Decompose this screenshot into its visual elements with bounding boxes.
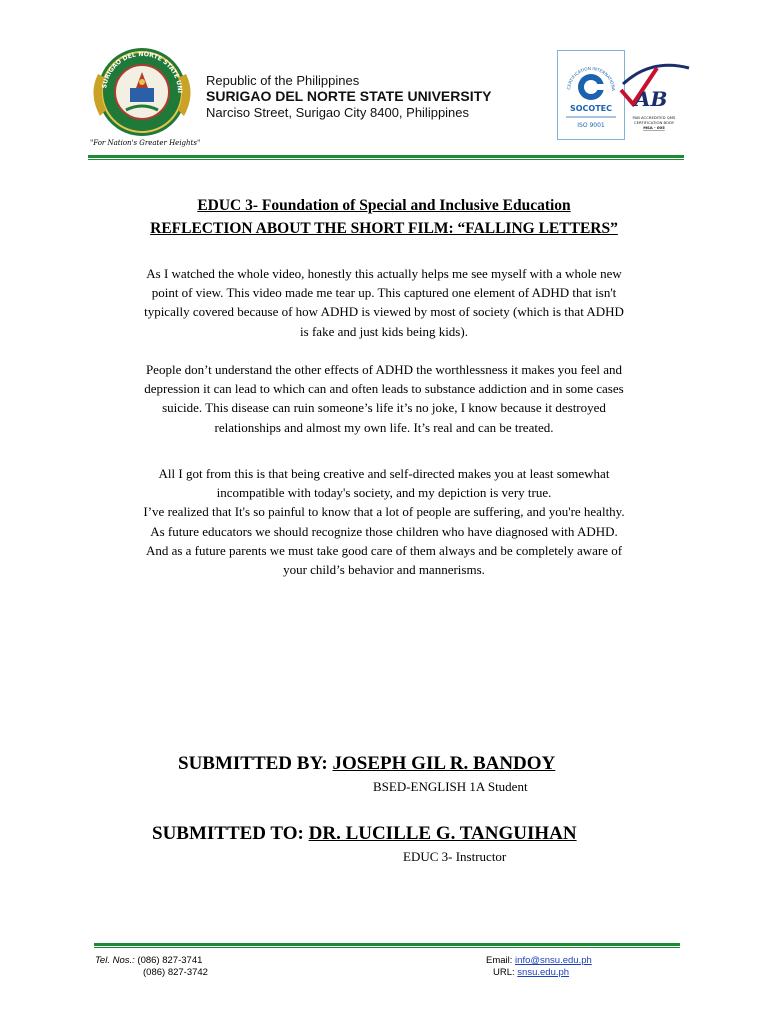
telephone-label: Tel. Nos.: (95, 955, 135, 966)
paragraph-line: is fake and just kids being kids). (300, 323, 468, 339)
university-header (206, 73, 491, 120)
submitted-by-label: SUBMITTED BY: (178, 753, 328, 774)
paragraph-line: point of view. This video made me tear up. This captured one element of ADHD that isn't (151, 285, 617, 301)
paragraph-line: People don’t understand the other effects of ADHD the worthlessness it makes you feel and (145, 362, 623, 377)
paragraph-line: relationships and almost my own life. It’s real and can be treated. (214, 419, 554, 435)
paragraph-line: incompatible with today's society, and my depiction is very true. (216, 485, 552, 501)
submitted-by (178, 753, 555, 775)
email-link[interactable]: info@snsu.edu.ph (515, 955, 592, 966)
url-line (493, 967, 569, 979)
paragraph-line: suicide. This disease can ruin someone’s life it’s no joke, I know because it destroyed (162, 400, 606, 416)
pab-accreditation-logo (617, 56, 691, 138)
seal-text: SURIGAO DEL NORTE STATE UNI (101, 50, 184, 94)
course-title: EDUC 3- Foundation of Special and Inclusive Education (197, 197, 571, 214)
socotec-brand: SOCOTEC (569, 104, 613, 113)
submitted-by-role: BSED-ENGLISH 1A Student (373, 779, 528, 794)
submitted-to-label: SUBMITTED TO: (152, 823, 304, 844)
paragraph-line: All I got from this is that being creative and self-directed makes you at least somewhat (158, 466, 610, 481)
footer-divider (94, 943, 680, 949)
university-address: Narciso Street, Surigao City 8400, Philippines (206, 105, 470, 120)
country-name: Republic of the Philippines (206, 73, 360, 88)
paragraph-line: I’ve realized that It's so painful to know that a lot of people are suffering, and you're healthy. (143, 504, 625, 520)
university-motto: "For Nation's Greater Heights" (90, 139, 201, 147)
telephone-line-1 (95, 955, 202, 967)
url-label: URL: (493, 967, 515, 978)
pab-mark: AB (635, 87, 668, 111)
submitted-to-role: EDUC 3- Instructor (403, 849, 507, 864)
email-label: Email: (486, 955, 513, 966)
paragraph-line: typically covered because of how ADHD is viewed by most of society (which is that ADHD (144, 304, 624, 320)
submitted-to-name: DR. LUCILLE G. TANGUIHAN (308, 823, 577, 844)
header-divider (88, 155, 684, 161)
submitted-to (152, 823, 577, 845)
paragraph-1 (94, 264, 674, 341)
university-seal (86, 44, 198, 142)
socotec-standard: ISO 9001 (577, 122, 605, 129)
pab-caption-2: CERTIFICATION BODY (633, 120, 675, 125)
email-line (486, 955, 592, 967)
pab-caption-1: PAB ACCREDITED QMS (632, 115, 676, 120)
paragraph-line: depression it can lead to which can and often leads to substance addiction and in some cases (144, 381, 624, 397)
university-name: SURIGAO DEL NORTE STATE UNIVERSITY (206, 88, 492, 104)
website-link[interactable]: snsu.edu.ph (517, 967, 570, 978)
telephone-number-2: (086) 827-3742 (143, 967, 208, 978)
paragraph-line: As I watched the whole video, honestly this actually helps me see myself with a whole new (146, 266, 622, 281)
paragraph-line: your child’s behavior and mannerisms. (283, 562, 485, 578)
reflection-title: REFLECTION ABOUT THE SHORT FILM: “FALLING LETTERS” (150, 220, 618, 237)
paragraph-line: And as a future parents we must take good care of them always and be completely aware of (145, 542, 623, 558)
paragraph-2 (94, 360, 674, 437)
pab-caption-3: MSA - 005 (643, 125, 665, 130)
socotec-iso-logo (557, 50, 625, 140)
submitted-by-name: JOSEPH GIL R. BANDOY (332, 753, 556, 774)
paragraph-line: As future educators we should recognize those children who have diagnosed with ADHD. (150, 523, 618, 539)
telephone-number-1: (086) 827-3741 (137, 955, 203, 966)
socotec-arc-text: CERTIFICATION INTERNATIONA (566, 65, 617, 92)
paragraph-3 (94, 464, 674, 579)
